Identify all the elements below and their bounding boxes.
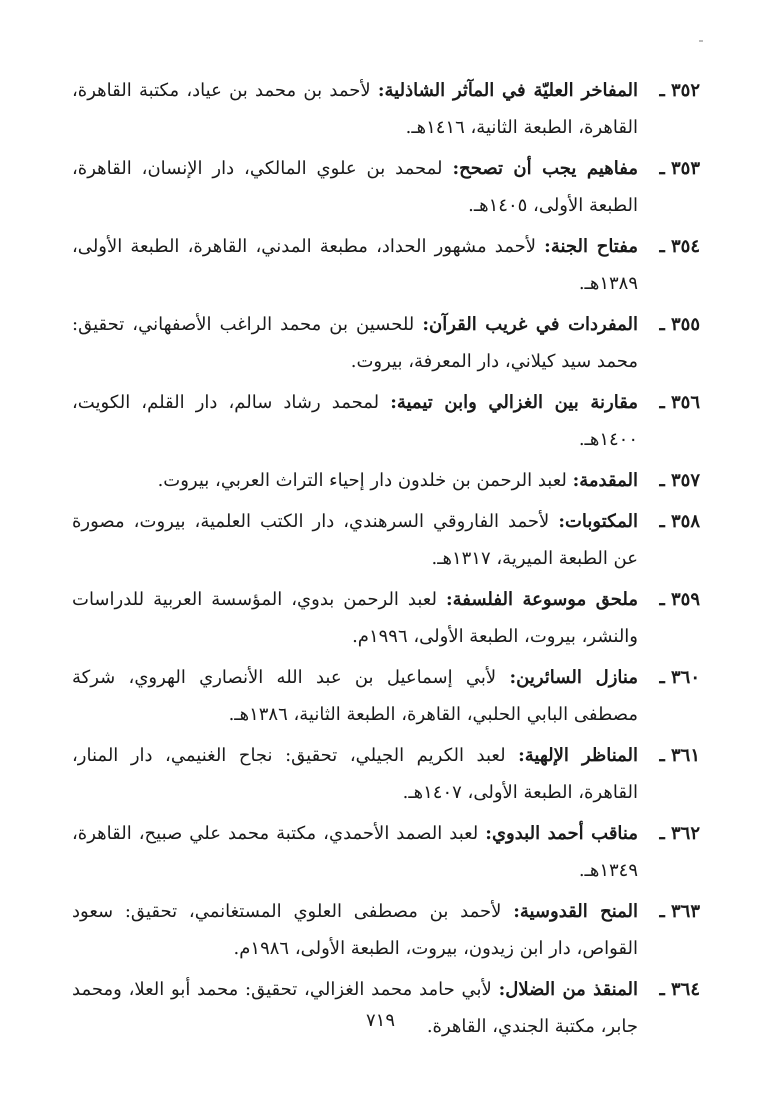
entry-number: ٣٥٧ ـ (659, 470, 700, 491)
bibliography-entry (72, 971, 700, 1045)
entry-title: المناظر الإلهية: (518, 745, 639, 766)
entry-number: ٣٥٢ ـ (659, 80, 700, 101)
entry-details: للحسين بن محمد الراغب الأصفهاني، تحقيق: محمد سيد كيلاني، دار المعرفة، بيروت. (72, 314, 638, 372)
entry-title: مقارنة بين الغزالي وابن تيمية: (390, 392, 638, 413)
entry-title: المنح القدوسية: (513, 901, 639, 922)
entry-number: ٣٥٥ ـ (659, 314, 700, 335)
bibliography-entry (72, 72, 700, 146)
entry-title: منازل السائرين: (509, 667, 638, 688)
entry-title: مناقب أحمد البدوي: (485, 823, 638, 844)
entry-title: المفردات في غريب القرآن: (422, 314, 638, 335)
entry-details: لمحمد بن علوي المالكي، دار الإنسان، القاهرة، الطبعة الأولى، ١٤٠٥هـ. (72, 158, 638, 216)
entry-number: ٣٥٣ ـ (659, 158, 700, 179)
entry-details: لعبد الصمد الأحمدي، مكتبة محمد علي صبيح، القاهرة، ١٣٤٩هـ. (72, 823, 638, 881)
entry-number: ٣٦١ ـ (659, 745, 700, 766)
entry-details: لأحمد مشهور الحداد، مطبعة المدني، القاهرة، الطبعة الأولى، ١٣٨٩هـ. (72, 236, 638, 294)
entry-details: لأحمد بن محمد بن عياد، مكتبة القاهرة، القاهرة، الطبعة الثانية، ١٤١٦هـ. (72, 80, 638, 138)
entry-number: ٣٥٨ ـ (659, 511, 700, 532)
entry-number: ٣٥٩ ـ (659, 589, 700, 610)
entry-details: لمحمد رشاد سالم، دار القلم، الكويت، ١٤٠٠هـ. (72, 392, 638, 450)
bibliography-entry (72, 893, 700, 967)
bibliography-entry (72, 306, 700, 380)
page-number: ٧١٩ (365, 1010, 395, 1031)
entry-details: لأحمد الفاروقي السرهندي، دار الكتب العلمية، بيروت، مصورة عن الطبعة الميرية، ١٣١٧هـ. (72, 511, 638, 569)
corner-mark (699, 40, 703, 42)
entry-details: لأبي إسماعيل بن عبد الله الأنصاري الهروي، شركة مصطفى البابي الحلبي، القاهرة، الطبعة الثانية، ١٣٨٦هـ. (72, 667, 638, 725)
entry-details: لعبد الكريم الجيلي، تحقيق: نجاح الغنيمي، دار المنار، القاهرة، الطبعة الأولى، ١٤٠٧هـ. (72, 745, 638, 803)
bibliography-entry (72, 384, 700, 458)
entry-title: المكتوبات: (558, 511, 638, 532)
entry-title: المقدمة: (572, 470, 638, 491)
bibliography-entry (72, 737, 700, 811)
bibliography-entry (72, 581, 700, 655)
bibliography-entry (72, 150, 700, 224)
entry-number: ٣٥٤ ـ (659, 236, 700, 257)
entry-number: ٣٦٠ ـ (659, 667, 700, 688)
entry-details: لأبي حامد محمد الغزالي، تحقيق: محمد أبو العلا، ومحمد جابر، مكتبة الجندي، القاهرة. (72, 979, 638, 1037)
entry-title: المفاخر العليّة في المآثر الشاذلية: (377, 80, 639, 101)
bibliography-entry (72, 815, 700, 889)
entry-number: ٣٦٣ ـ (659, 901, 700, 922)
entry-number: ٣٥٦ ـ (659, 392, 700, 413)
entry-title: ملحق موسوعة الفلسفة: (445, 589, 638, 610)
bibliography-list (72, 72, 700, 1049)
bibliography-entry (72, 462, 700, 499)
bibliography-entry (72, 503, 700, 577)
entry-details: لعبد الرحمن بن خلدون دار إحياء التراث العربي، بيروت. (157, 470, 567, 491)
entry-title: مفاهيم يجب أن تصحح: (452, 158, 638, 179)
entry-details: لعبد الرحمن بدوي، المؤسسة العربية للدراسات والنشر، بيروت، الطبعة الأولى، ١٩٩٦م. (72, 589, 638, 647)
entry-title: مفتاح الجنة: (544, 236, 638, 257)
entry-number: ٣٦٤ ـ (659, 979, 700, 1000)
entry-details: لأحمد بن مصطفى العلوي المستغانمي، تحقيق: سعود القواص، دار ابن زيدون، بيروت، الطبعة الأولى، ١٩٨٦م. (72, 901, 638, 959)
entry-number: ٣٦٢ ـ (659, 823, 700, 844)
bibliography-entry (72, 659, 700, 733)
bibliography-entry (72, 228, 700, 302)
entry-title: المنقذ من الضلال: (498, 979, 638, 1000)
